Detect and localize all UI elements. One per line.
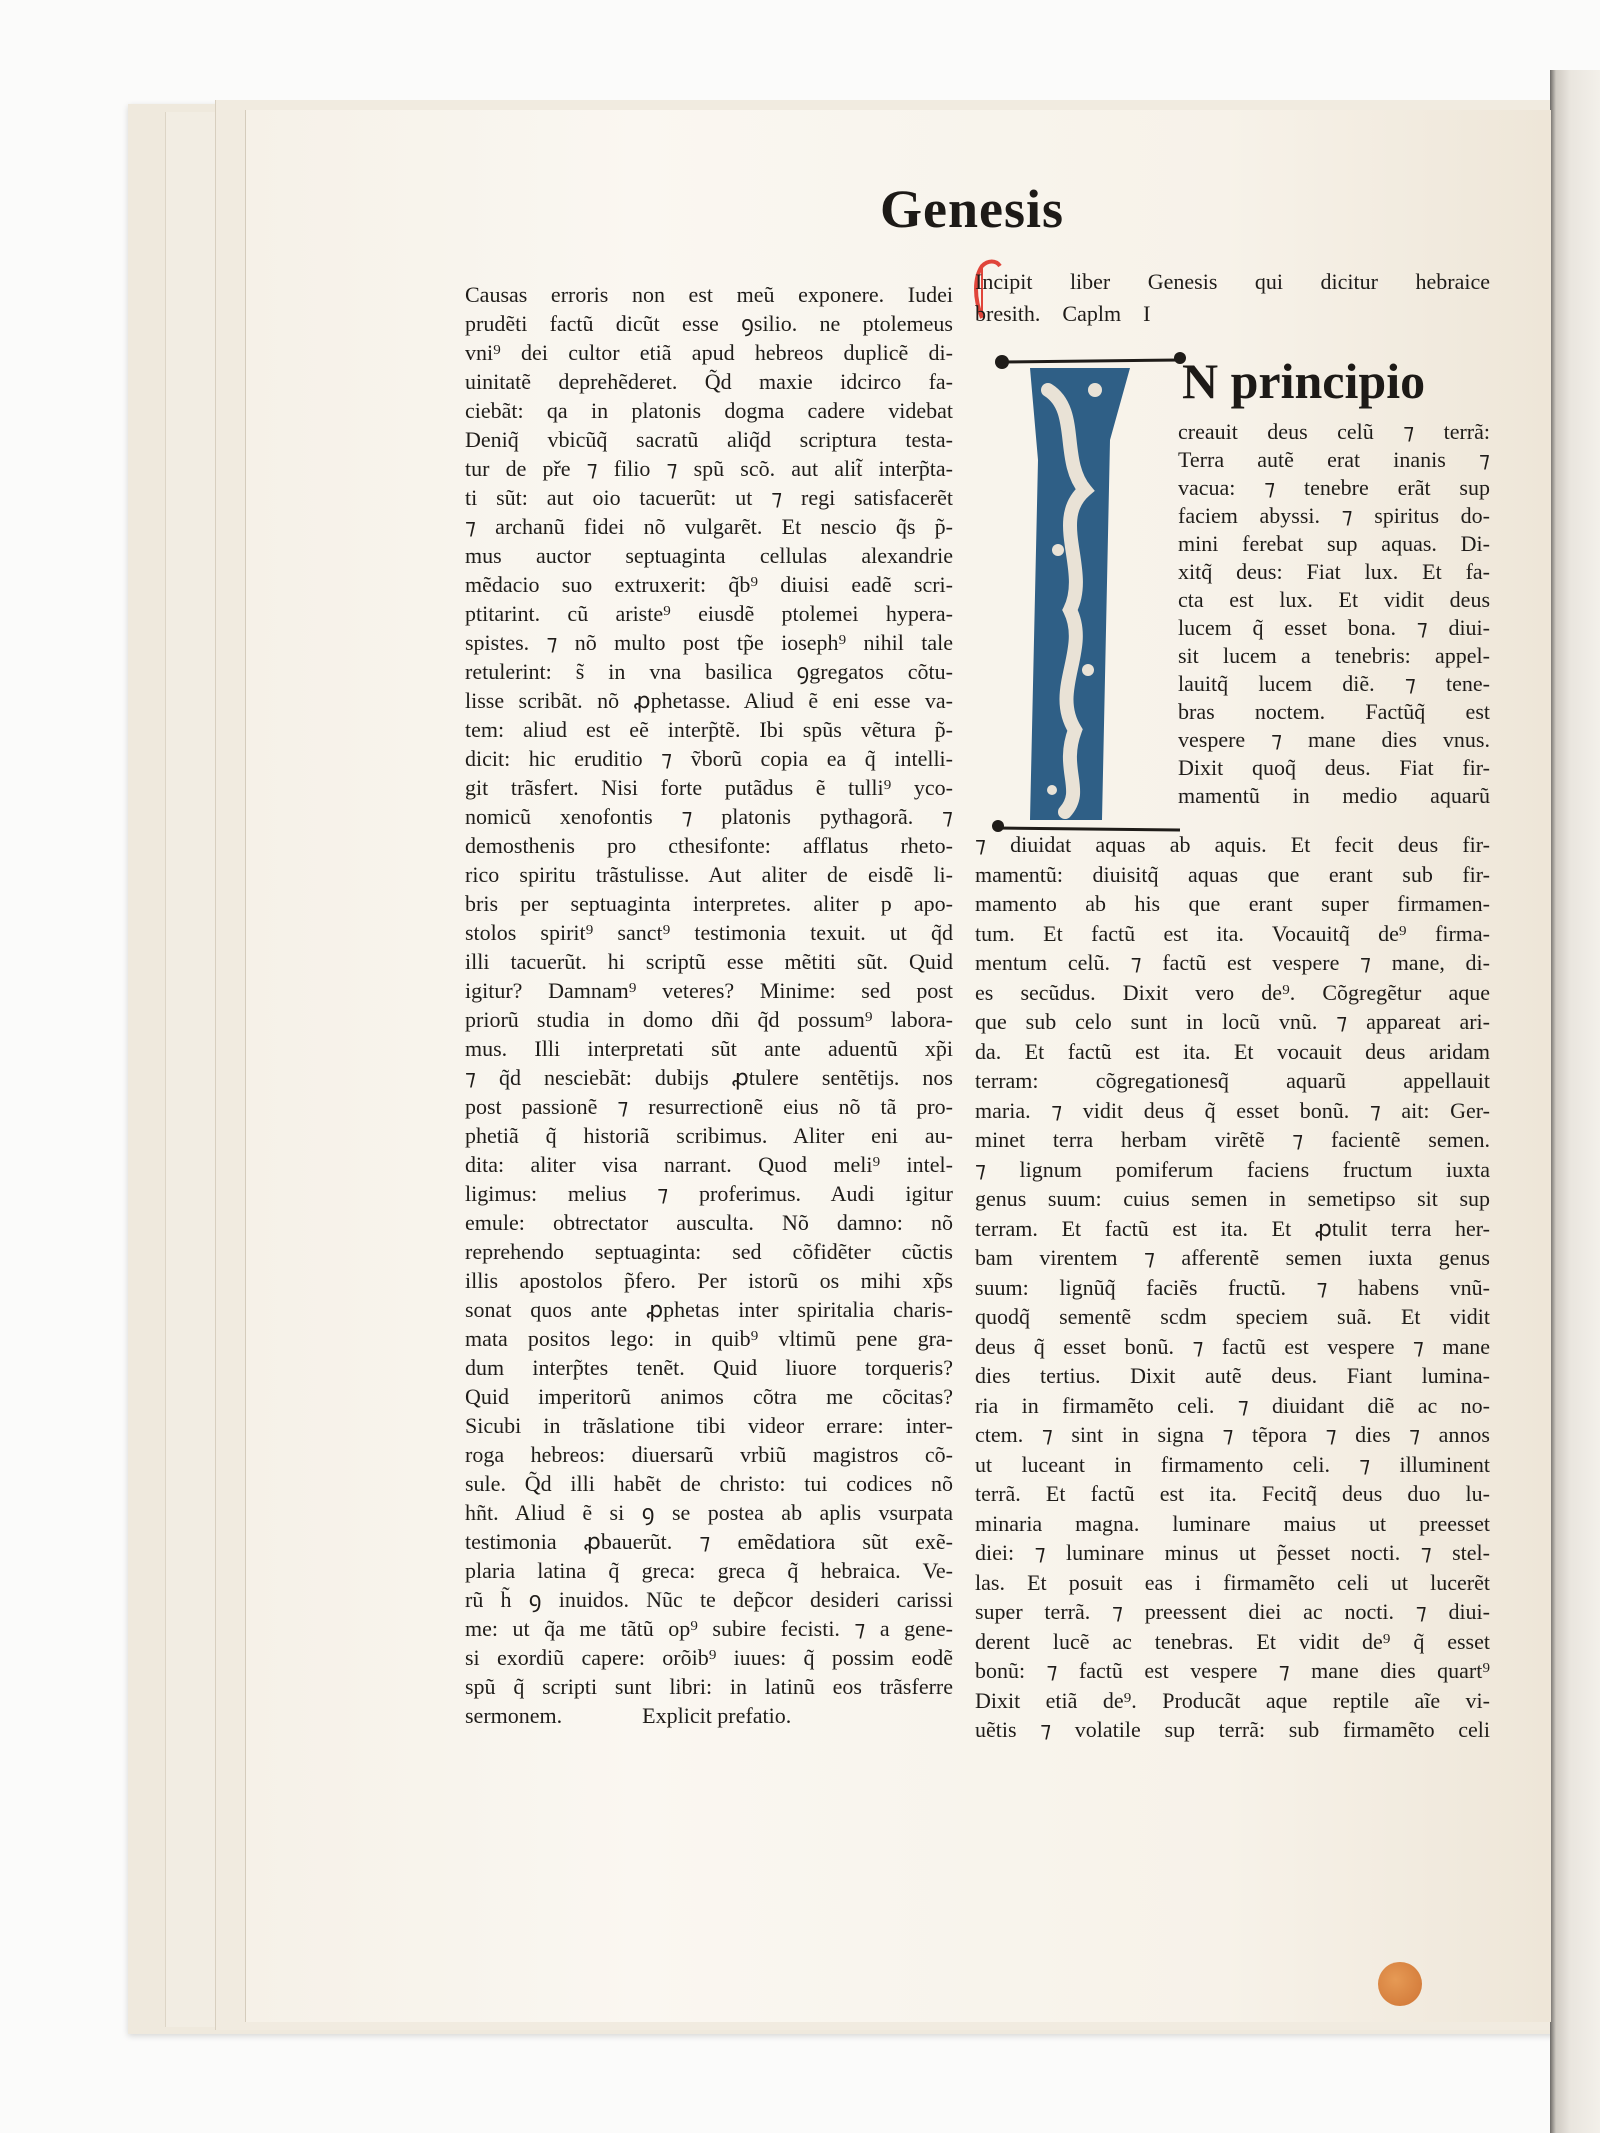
text-line: bam virentem ⁊ afferentẽ semen iuxta genus — [975, 1245, 1490, 1270]
text-line: ⁊ lignum pomiferum faciens fructum iuxta — [975, 1156, 1490, 1182]
illuminated-initial-i — [990, 350, 1190, 840]
genesis-full-text — [975, 830, 1490, 1745]
text-line: vni⁹ dei cultor etiã apud hebreos duplicẽ di- — [465, 340, 953, 365]
facing-page-edge — [1550, 70, 1600, 2133]
text-line: roga hebreos: diuersarũ vrbiũ magistros cõ- — [465, 1442, 953, 1467]
text-line: sonat quos ante ꝓphetas inter spiritalia charis- — [465, 1297, 953, 1322]
text-line: sule. Q̃d illi habẽt de christo: tui codices nõ — [465, 1471, 953, 1496]
explicit-prefatio: Explicit prefatio. — [642, 1703, 792, 1728]
text-line: mamentũ: diuisitq̃ aquas que erant sub fir- — [975, 861, 1490, 887]
chapter-heading-line: Incipit liber Genesis qui dicitur hebraice — [975, 269, 1490, 294]
text-line: genus suum: cuius semen in semetipso sit sup — [975, 1186, 1490, 1211]
genesis-indented-text — [1178, 418, 1490, 810]
text-line: Terra autẽ erat inanis ⁊ — [1178, 447, 1490, 472]
text-line: phetiã q̃ historiã scribimus. Aliter eni au- — [465, 1123, 953, 1148]
text-line: tur de pře ⁊ filio ⁊ spũ scõ. aut alit̃ interp̃ta- — [465, 456, 953, 481]
text-line: minet terra herbam virẽtẽ ⁊ facientẽ semen. — [975, 1127, 1490, 1152]
text-line: bonũ: ⁊ factũ est vespere ⁊ mane dies quart⁹ — [975, 1658, 1490, 1683]
chapter-label: Caplm — [1062, 301, 1122, 326]
text-line: tum. Et factũ est ita. Vocauitq̃ de⁹ firma- — [975, 920, 1490, 946]
text-line: creauit deus celũ ⁊ terrã: — [1178, 419, 1490, 444]
text-line: me: ut q̃a me tãtũ op⁹ subire fecisti. ⁊ a gene- — [465, 1616, 953, 1641]
text-line: maria. ⁊ vidit deus q̃ esset bonũ. ⁊ ait: Ger- — [975, 1097, 1490, 1123]
text-line: tem: aliud est eẽ interp̃tẽ. Ibi spũs vẽtura p̃- — [465, 717, 953, 742]
text-line: dies tertius. Dixit autẽ deus. Fiant lumina- — [975, 1363, 1490, 1388]
text-line: ⁊ q̃d nesciebãt: dubijs ꝓtulere sentẽtijs. nos — [465, 1065, 953, 1090]
text-line: vacua: ⁊ tenebre erãt sup — [1178, 475, 1490, 500]
page-title: Genesis — [880, 179, 1065, 239]
text-line: ⁊ archanũ fidei nõ vulgarẽt. Et nescio q̃s p̃- — [465, 514, 953, 539]
text-line: demosthenis pro cthesifonte: afflatus rheto- — [465, 833, 953, 858]
text-line: priorũ studia in domo dñi q̃d possum⁹ labora- — [465, 1007, 953, 1032]
text-line: prudẽti factũ dicũt esse ꝯsilio. ne ptolemeus — [465, 311, 953, 336]
prologue-column — [465, 280, 953, 1730]
text-line: diei: ⁊ luminare minus ut p̃esset nocti. ⁊ stel- — [975, 1540, 1490, 1565]
text-line: es secũdus. Dixit vero de⁹. Cõgregẽtur aque — [975, 979, 1490, 1005]
text-line: illis apostolos p̃fero. Per istorũ os mihi xp̃s — [465, 1268, 953, 1293]
text-line: que sub celo sunt in locũ vnũ. ⁊ appareat ari- — [975, 1009, 1490, 1034]
text-line: las. Et posuit eas i firmamẽto celi ut lucerẽt — [975, 1569, 1490, 1595]
text-line: lucem q̃ esset bona. ⁊ diui- — [1178, 615, 1490, 640]
text-line: ctem. ⁊ sint in signa ⁊ tẽpora ⁊ dies ⁊ annos — [975, 1422, 1490, 1447]
text-line: mamentũ in medio aquarũ — [1178, 783, 1490, 808]
text-line: rũ h̃ ꝯ inuidos. Nũc te dep̃cor desideri carissi — [465, 1587, 953, 1612]
text-line: ti sũt: aut oio tacuerũt: ut ⁊ regi satisfacerẽt — [465, 485, 953, 510]
text-line: terram: cõgregationesq̃ aquarũ appellauit — [975, 1068, 1490, 1093]
text-line: rico spiritu trãstulisse. Aut aliter de eisdẽ li- — [465, 862, 953, 887]
text-line: spũ q̃ scripti sunt libri: in latinũ eos trãsferre — [465, 1674, 953, 1699]
text-line: Deniq̃ vbicũq̃ sacratũ aliq̃d scriptura testa- — [465, 427, 953, 452]
text-line: Dixit quoq̃ deus. Fiat fir- — [1178, 755, 1490, 780]
text-line: spistes. ⁊ nõ multo post tp̃e ioseph⁹ nihil tale — [465, 630, 953, 655]
text-line: derent lucẽ ac tenebras. Et vidit de⁹ q̃ esset — [975, 1628, 1490, 1654]
text-line: mẽdacio suo extruxerit: q̃b⁹ diuisi eadẽ scri- — [465, 572, 953, 597]
text-line: Sicubi in trãslatione tibi videor errare: inter- — [465, 1413, 953, 1438]
text-line: git trãsfert. Nisi forte putãdus ẽ tulli⁹ yco- — [465, 775, 953, 800]
text-line: Causas erroris non est meũ exponere. Iudei — [465, 282, 953, 307]
text-line: terrã. Et factũ est ita. Fecitq̃ deus duo lu- — [975, 1481, 1490, 1506]
text-line: mini ferebat sup aquas. Di- — [1178, 531, 1490, 556]
text-line: lauitq̃ lucem diẽ. ⁊ tene- — [1178, 671, 1490, 696]
text-line: hñt. Aliud ẽ si ꝯ se postea ab aplis vsurpata — [465, 1500, 953, 1525]
text-line: da. Et factũ est ita. Et vocauit deus aridam — [975, 1038, 1490, 1064]
text-line: ut luceant in firmamento celi. ⁊ illuminent — [975, 1451, 1490, 1477]
text-line: Dixit etiã de⁹. Producãt aque reptile aĩe vi- — [975, 1687, 1490, 1713]
text-line: deus q̃ esset bonũ. ⁊ factũ est vespere ⁊ mane — [975, 1333, 1490, 1359]
text-line: lisse scribãt. nõ ꝓphetasse. Aliud ẽ eni esse va- — [465, 688, 953, 713]
text-line: mus. Illi interpretati sũt ante aduentũ xp̃i — [465, 1036, 953, 1061]
text-line: ptitarint. cũ ariste⁹ eiusdẽ ptolemei hypera- — [465, 601, 953, 626]
text-line: mus auctor septuaginta cellulas alexandrie — [465, 543, 953, 568]
text-line: ria in firmamẽto celi. ⁊ diuidant diẽ ac no- — [975, 1392, 1490, 1418]
text-line: sit lucem a tenebris: appel- — [1178, 643, 1490, 668]
text-line: ligimus: melius ⁊ proferimus. Audi igitur — [465, 1181, 953, 1206]
text-line: ciebãt: qa in platonis dogma cadere videbat — [465, 398, 953, 423]
text-line: bras noctem. Factũq̃ est — [1178, 699, 1490, 724]
chapter-number: I — [1143, 301, 1151, 326]
chapter-heading-line — [975, 298, 1490, 330]
hebrew-title: bresith. — [975, 301, 1041, 326]
text-line: illi tacuerũt. hi scriptũ esse mẽtiti sũt. Quid — [465, 949, 953, 974]
text-line: emule: obtrectator ausculta. Nõ damno: nõ — [465, 1210, 953, 1235]
text-line: mata positos lego: in quib⁹ vltimũ pene gra- — [465, 1326, 953, 1351]
text-line: Quid imperitorũ animos cõtra me cõcitas? — [465, 1384, 953, 1409]
opening-words: N principio — [1182, 353, 1426, 409]
text-line: igitur? Damnam⁹ veteres? Minime: sed post — [465, 978, 953, 1003]
text-line: faciem abyssi. ⁊ spiritus do- — [1178, 503, 1490, 528]
text-line: dicit: hic eruditio ⁊ ṽborũ copia ea q̃ intelli- — [465, 746, 953, 771]
chapter-heading — [975, 266, 1490, 330]
text-line: uẽtis ⁊ volatile sup terrã: sub firmamẽto celi — [975, 1717, 1490, 1742]
text-line: dum interp̃tes tenẽt. Quid liuore torqueris? — [465, 1355, 953, 1380]
text-line: quodq̃ sementẽ scdm speciem suã. Et vidit — [975, 1304, 1490, 1329]
prologue-closing-word: sermonem. — [465, 1703, 563, 1728]
text-line: si exordiũ capere: orõib⁹ iuues: q̃ possim eodẽ — [465, 1645, 953, 1670]
text-line: ⁊ diuidat aquas ab aquis. Et fecit deus fir- — [975, 832, 1490, 857]
text-line: mamento ab his que erant super firmamen- — [975, 891, 1490, 916]
text-line: stolos spirit⁹ sanct⁹ testimonia texuit. ut q̃d — [465, 920, 953, 945]
text-line: reprehendo septuaginta: sed cõfidẽter cũctis — [465, 1239, 953, 1264]
text-line: dita: aliter visa narrant. Quod meli⁹ intel- — [465, 1152, 953, 1177]
text-line: minaria magna. luminare maius ut preesset — [975, 1510, 1490, 1536]
orange-sticker — [1378, 1962, 1422, 2006]
text-line: mentum celũ. ⁊ factũ est vespere ⁊ mane, di- — [975, 950, 1490, 975]
text-line: plaria latina q̃ greca: greca q̃ hebraica. Ve- — [465, 1558, 953, 1583]
text-line: retulerint: s̃ in vna basilica ꝯgregatos cõtu- — [465, 659, 953, 684]
text-line: vespere ⁊ mane dies vnus. — [1178, 727, 1490, 752]
text-line: post passionẽ ⁊ resurrectionẽ eius nõ tã pro- — [465, 1094, 953, 1119]
text-line: nomicũ xenofontis ⁊ platonis pythagorã. ⁊ — [465, 804, 953, 829]
text-line: super terrã. ⁊ preessent diei ac nocti. ⁊ diui- — [975, 1599, 1490, 1624]
text-line: cta est lux. Et vidit deus — [1178, 587, 1490, 612]
text-line: xitq̃ deus: Fiat lux. Et fa- — [1178, 559, 1490, 584]
prologue-last-line — [465, 1701, 953, 1730]
text-line: testimonia ꝓbauerũt. ⁊ emẽdatiora sũt exẽ- — [465, 1529, 953, 1554]
text-line: suum: lignũq̃ faciẽs fructũ. ⁊ habens vnũ- — [975, 1274, 1490, 1300]
text-line: terram. Et factũ est ita. Et ꝓtulit terra her- — [975, 1215, 1490, 1241]
text-line: uinitatẽ deprehẽderet. Q̃d maxie idcirco fa- — [465, 369, 953, 394]
text-line: bris per septuaginta interpretes. aliter p apo- — [465, 891, 953, 916]
